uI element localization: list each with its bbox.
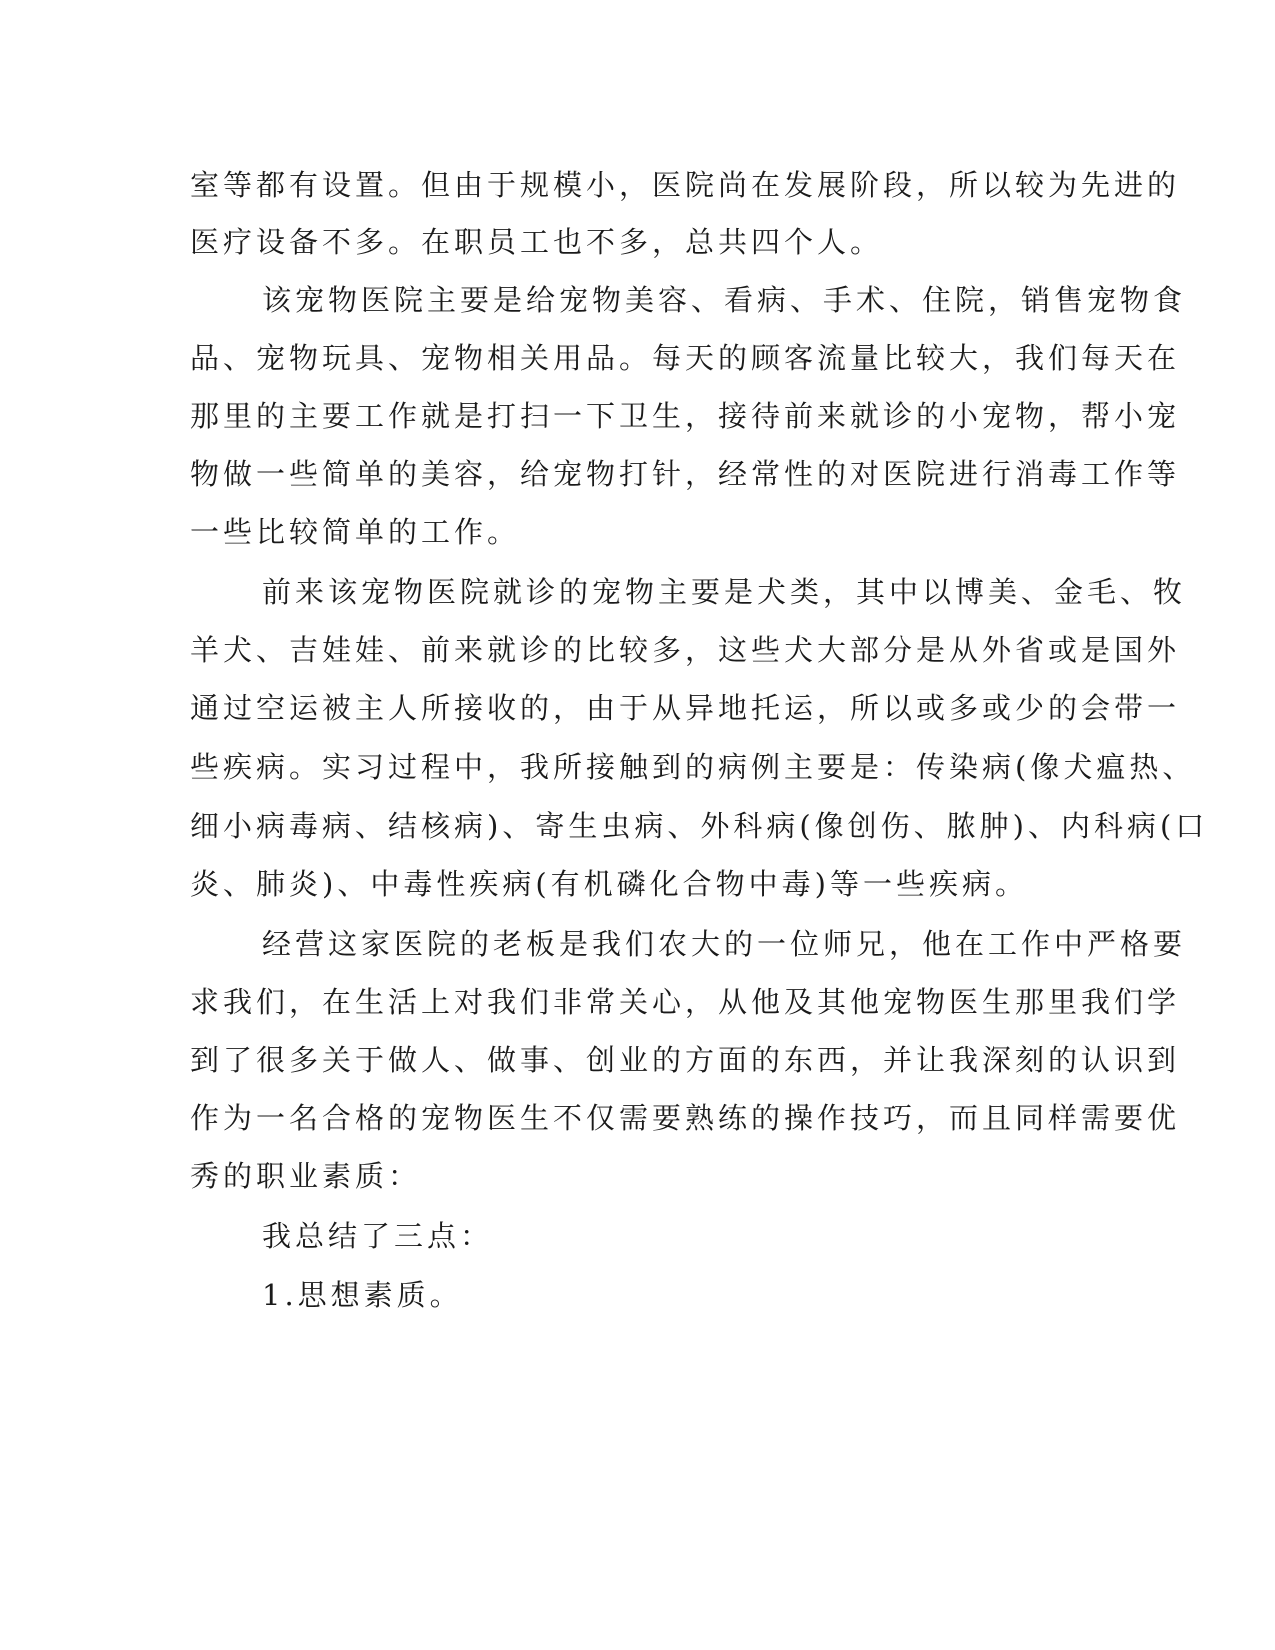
text-line: 一些比较简单的工作。 [190, 515, 521, 549]
text-line: 作为一名合格的宠物医生不仅需要熟练的操作技巧，而且同样需要优 [190, 1101, 1181, 1135]
list-item: 1.思想素质。 [262, 1278, 463, 1312]
text-line: 室等都有设置。但由于规模小，医院尚在发展阶段，所以较为先进的 [190, 168, 1181, 202]
text-line: 到了很多关于做人、做事、创业的方面的东西，并让我深刻的认识到 [190, 1043, 1181, 1077]
paragraph-start-line: 该宠物医院主要是给宠物美容、看病、手术、住院，销售宠物食 [262, 283, 1187, 317]
text-line: 品、宠物玩具、宠物相关用品。每天的顾客流量比较大，我们每天在 [190, 341, 1181, 375]
text-line: 秀的职业素质： [190, 1159, 422, 1193]
paragraph-start-line: 经营这家医院的老板是我们农大的一位师兄，他在工作中严格要 [262, 927, 1187, 961]
text-line: 物做一些简单的美容，给宠物打针，经常性的对医院进行消毒工作等 [190, 457, 1181, 491]
text-line: 细小病毒病、结核病)、寄生虫病、外科病(像创伤、脓肿)、内科病(口 [190, 809, 1209, 843]
text-line: 羊犬、吉娃娃、前来就诊的比较多，这些犬大部分是从外省或是国外 [190, 633, 1181, 667]
text-line: 求我们，在生活上对我们非常关心，从他及其他宠物医生那里我们学 [190, 985, 1181, 1019]
paragraph-start-line: 我总结了三点： [262, 1219, 494, 1253]
text-line: 医疗设备不多。在职员工也不多，总共四个人。 [190, 225, 884, 259]
text-line: 那里的主要工作就是打扫一下卫生，接待前来就诊的小宠物，帮小宠 [190, 399, 1181, 433]
text-line: 通过空运被主人所接收的，由于从异地托运，所以或多或少的会带一 [190, 691, 1181, 725]
text-line: 炎、肺炎)、中毒性疾病(有机磷化合物中毒)等一些疾病。 [190, 867, 1028, 901]
text-line: 些疾病。实习过程中，我所接触到的病例主要是：传染病(像犬瘟热、 [190, 750, 1196, 784]
paragraph-start-line: 前来该宠物医院就诊的宠物主要是犬类，其中以博美、金毛、牧 [262, 575, 1187, 609]
